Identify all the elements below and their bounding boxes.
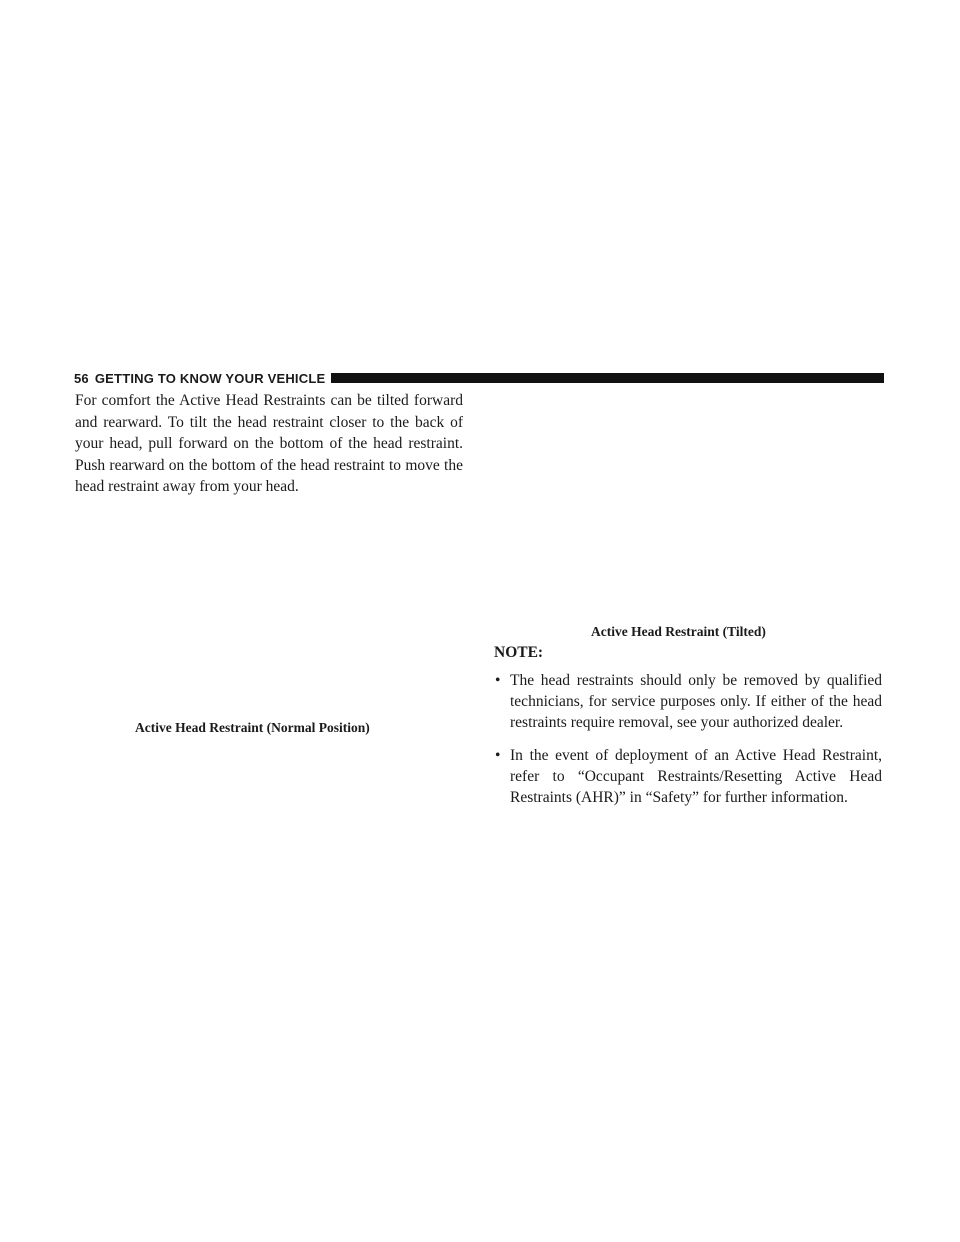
header-rule [331,373,884,383]
intro-paragraph: For comfort the Active Head Restraints can be tilted forward and rearward. To tilt the head restraint closer to the back of your head, pull forward on the bottom of the head restraint. Push rearward on the bottom of the head restraint to move the head restraint away from your head. [75,392,463,495]
figure-normal-position [75,500,465,710]
section-title: GETTING TO KNOW YOUR VEHICLE [94,370,326,386]
list-item [494,745,882,808]
note-item-text: The head restraints should only be removed by qualified technicians, for service purposes only. If either of the head restraints require removal, see your authorized dealer. [510,672,882,731]
list-item [494,670,882,733]
note-item-text: In the event of deployment of an Active Head Restraint, refer to “Occupant Restraints/Resetting Active Head Restraints (AHR)” in “Safety” for further information. [510,747,882,806]
figure-caption-normal: Active Head Restraint (Normal Position) [135,720,370,735]
note-heading: NOTE: [494,644,544,661]
bullet-icon: • [495,747,501,764]
page-number: 56 [74,370,89,386]
figure-caption-tilted: Active Head Restraint (Tilted) [591,624,766,639]
bullet-icon: • [495,672,501,689]
figure-tilted [494,390,884,620]
page-header [74,368,884,388]
note-list [494,670,882,820]
